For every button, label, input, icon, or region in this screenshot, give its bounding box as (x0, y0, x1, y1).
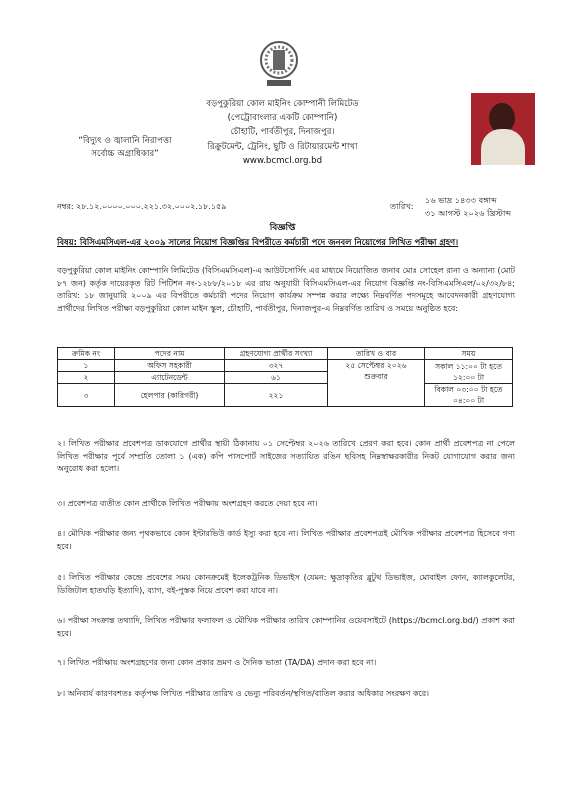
count-cell: ৬১ (225, 372, 328, 384)
post-cell: অফিস সহকারী (115, 360, 225, 372)
exam-date: ২৫ সেপ্টেম্বর ২০২৬ (345, 361, 407, 370)
table-row (58, 360, 513, 372)
paragraph-2: ২। লিখিত পরীক্ষার প্রবেশপত্র ডাকযোগে প্রার্থীর স্থায়ী ঠিকানায় ০১ সেপ্টেম্বর ২০২৬ তারিখে প্রেরণ করা হবে। কোন প্রার্থী প্রবেশপত্র না পেলে লিখিত পরীক্ষার পূর্বে সম্প্রতি তোলা ১ (এক) কপি পাসপোর্ট সাইজের সত্যায়িত রঙিন ছবিসহ নিম্নস্বাক্ষরকারীর নিকট যোগাযোগ করার জন্য অনুরোধ করা হলো। (57, 439, 515, 473)
company-logo (257, 40, 301, 90)
date-block (425, 194, 543, 220)
table-header-row (58, 348, 513, 360)
column-header: পদের নাম (115, 348, 225, 360)
company-address: চৌহাটি, পার্বতীপুর, দিনাজপুর। (230, 127, 335, 137)
time-end: ১২:০০ টা (452, 372, 485, 382)
intro-paragraph: বড়পুকুরিয়া কোল মাইনিং কোম্পানি লিমিটেড (বিসিএমসিএল)-এ আউটসোর্সিং এর মাধ্যমে নিয়োজিত জনাব মোঃ সোহেল রানা ও অন্যান্য (মোট ৮৭ জন) কর্তৃক দায়েরকৃত রিট পিটিশন নং-১২৮৮/২০১৮ এর রায় অনুযায়ী বিসিএমসিএল-এর নিয়োগ বিজ্ঞপ্তি নং-বিসিএমসিএল/০২/৩২/৮৪; তারিখ: ১৮ জানুয়ারি ২০০৯ এর বিপরীতে কর্মচারী পদের নিয়োগ কার্যক্রম সম্পন্ন করার লক্ষ্যে নিম্নবর্ণিত পদসমূহে আবেদনকারী গ্রহণযোগ্য প্রার্থীদের লিখিত পরীক্ষা বড়পুকুরিয়া কোল মাইন স্কুল, চৌহাটি, পার্বতীপুর, দিনাজপুর-এ নিম্নবর্ণিত তারিখ ও সময়ে অনুষ্ঠিত হবে: (57, 266, 515, 313)
company-name: বড়পুকুরিয়া কোল মাইনিং কোম্পানী লিমিটেড (206, 99, 359, 109)
paragraph-7: ৭। লিখিত পরীক্ষায় অংশগ্রহণের জন্য কোন প্রকার ভ্রমণ ও দৈনিক ভাতা (TA/DA) প্রদান করা হবে না। (57, 658, 377, 667)
paragraph-4: ৪। মৌখিক পরীক্ষার জন্য পৃথকভাবে কোন ইন্টারভিউ কার্ড ইস্যু করা হবে না। লিখিত পরীক্ষার প্রবেশপত্রই মৌখিক পরীক্ষার প্রবেশপত্র হিসেবে গণ্য হবে। (57, 529, 515, 551)
branch-name: রিক্রুটমেন্ট, ট্রেনিং, ছুটি ও রিটায়ারমেন্ট শাখা (207, 142, 358, 152)
reference-number: নম্বর: ২৮.১২.০০০০.০০০.২২১.৩২.০০০২.১৮.১৫৯ (57, 202, 227, 211)
paragraph-3: ৩। প্রবেশপত্র ব্যতীত কোন প্রার্থীকে লিখিত পরীক্ষায় অংশগ্রহণ করতে দেয়া হবে না। (57, 499, 318, 508)
notice-subject: বিষয়: বিসিএমসিএল-এর ২০০৯ সালের নিয়োগ বিজ্ঞপ্তির বিপরীতে কর্মচারী পদে জনবল নিয়োগের লিখিত পরীক্ষা গ্রহণ। (57, 237, 459, 247)
serial-cell: ১ (58, 360, 115, 372)
date-cell (328, 360, 425, 407)
time-end: ০৪:০০ টা (452, 396, 485, 405)
slogan-line-1: “বিদ্যুৎ ও জ্বালানি নিরাপত্তা (78, 136, 172, 146)
slogan (55, 135, 195, 161)
website-link[interactable]: www.bcmcl.org.bd (242, 156, 323, 166)
time-cell (425, 360, 513, 384)
date-label: তারিখ: (390, 201, 414, 211)
column-header: ক্রমিক নং (58, 348, 115, 360)
serial-cell: ৩ (58, 384, 115, 407)
post-cell: এ্যাটেনডেন্ট (115, 372, 225, 384)
serial-cell: ২ (58, 372, 115, 384)
paragraph-6: ৬। পরীক্ষা সংক্রান্ত তথ্যাদি, লিখিত পরীক্ষার ফলাফল ও মৌখিক পরীক্ষার তারিখ কোম্পানির ওয়েবসাইটে (https://bcmcl.org.bd/) প্রকাশ করা হবে। (57, 616, 515, 638)
post-cell: হেলপার (কারিগরী) (115, 384, 225, 407)
date-bangla: ১৬ ভাদ্র ১৪৩৩ বঙ্গাব্দ (425, 195, 497, 205)
slogan-line-2: সর্বোচ্চ অগ্রাধিকার” (91, 149, 159, 159)
exam-day: শুক্রবার (364, 372, 388, 381)
time-cell (425, 384, 513, 407)
paragraph-8: ৮। অনিবার্য কারণবশতঃ কর্তৃপক্ষ লিখিত পরীক্ষার তারিখ ও ভেন্যু পরিবর্তন/স্থগিত/বাতিল করার অধিকার সংরক্ষণ করে। (57, 689, 430, 698)
paragraph-5: ৫। লিখিত পরীক্ষার কেন্দ্রে প্রবেশের সময় কোনক্রমেই ইলেকট্রনিক ডিভাইস (যেমন: ক্ষুদ্রাকৃতির ব্লুটুথ ডিভাইজ, মোবাইল ফোন, ক্যালকুলেটর, ডিজিটাল হাতঘড়ি ইত্যাদি), ব্যাগ, বই-পুস্তক নিয়ে প্রবেশ করা যাবে না। (57, 573, 515, 595)
time-start: বিকাল ০৩:০০ টা হতে (434, 385, 503, 394)
table-row (58, 384, 513, 407)
column-header: সময় (425, 348, 513, 360)
column-header: তারিখ ও বার (328, 348, 425, 360)
notice-title: বিজ্ঞপ্তি (269, 223, 296, 233)
date-english: ৩১ আগস্ট ২০২৬ খ্রিস্টাব্দ (425, 208, 512, 218)
count-cell: ২২১ (225, 384, 328, 407)
exam-schedule-table (57, 347, 513, 407)
company-parent: (পেট্রোবাংলার একটি কোম্পানি) (227, 113, 338, 123)
time-start: সকাল ১১:০০ টা হতে (435, 361, 502, 371)
column-header: গ্রহণযোগ্য প্রার্থীর সংখ্যা (225, 348, 328, 360)
count-cell: ৩২৭ (225, 360, 328, 372)
